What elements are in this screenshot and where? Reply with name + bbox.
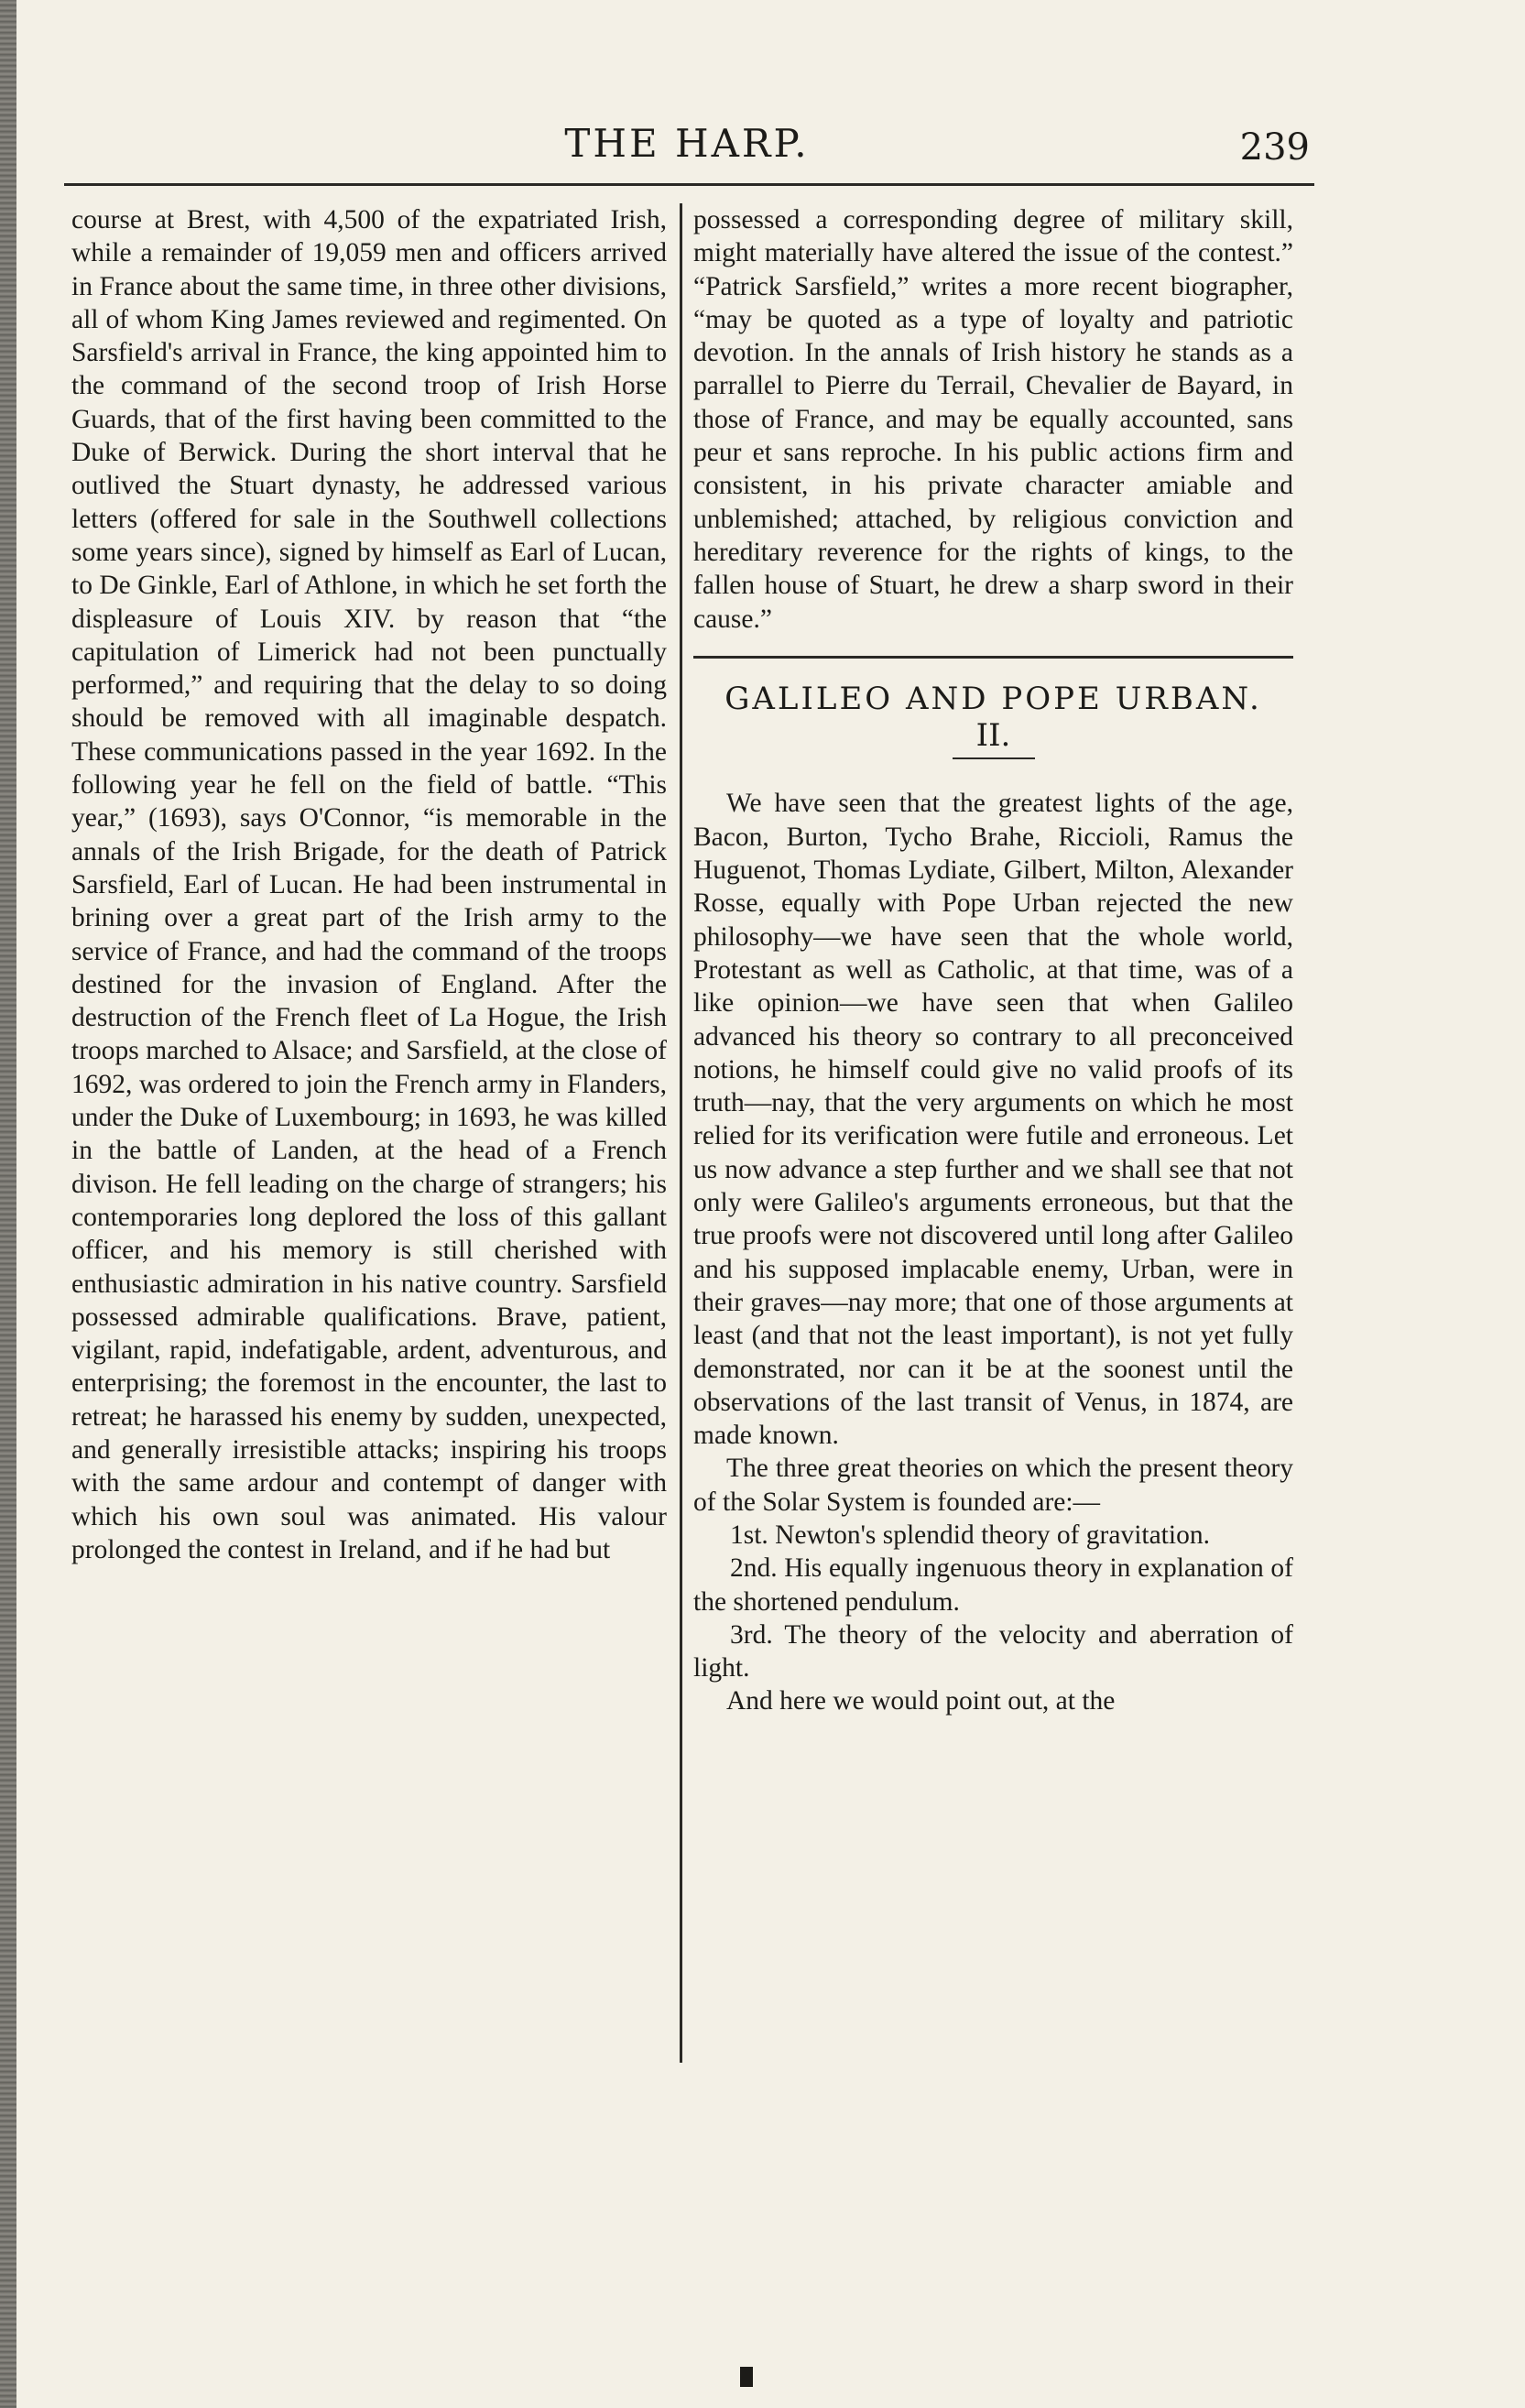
article-paragraph: The three great theories on which the present theory of the Solar System is founded are:— bbox=[693, 1454, 1293, 1517]
list-item: 2nd. His equally ingenuous theory in explanation of the shortened pendulum. bbox=[693, 1553, 1293, 1617]
list-item: 3rd. The theory of the velocity and aberration of light. bbox=[693, 1619, 1293, 1683]
short-rule bbox=[953, 757, 1035, 759]
print-mark bbox=[740, 2367, 753, 2387]
section-title: GALILEO AND POPE URBAN. bbox=[724, 680, 1262, 717]
page-header bbox=[64, 121, 1310, 176]
left-column bbox=[71, 203, 667, 1566]
article-paragraph: possessed a corresponding degree of military skill, might materially have altered the issue of the contest.” “Patrick Sarsfield,” writes a more recent biographer, “may be quoted as a type of loyalty and patriotic devotion. In the annals of Irish history he stands as a parrallel to Pierre du Terrail, Chevalier de Bayard, in those of France, and may be equally accounted, sans peur et sans reproche. In his public actions firm and consistent, in his private character amiable and unblemished; attached, by religious conviction and hereditary reverence for the rights of kings, to the fallen house of Stuart, he drew a sharp sword in their cause.” bbox=[693, 205, 1293, 634]
section-rule bbox=[693, 656, 1293, 659]
column-divider bbox=[680, 203, 682, 2063]
article-paragraph: course at Brest, with 4,500 of the expatriated Irish, while a remainder of 19,059 men and officers arrived in France about the same time, in three other divisions, all of whom King James reviewed and regimented. On Sarsfield's arrival in France, the king appointed him to the command of the second troop of Irish Horse Guards, that of the first having been committed to the Duke of Berwick. During the short interval that he outlived the Stuart dynasty, he addressed various letters (offered for sale in the Southwell collections some years since), signed by himself as Earl of Lucan, to De Ginkle, Earl of Athlone, in which he set forth the displeasure of Louis XIV. by reason that “the capitulation of Limerick had not been punctually performed,” and requiring that the delay to so doing should be removed with all imaginable despatch. These communications passed in the year 1692. In the following year he fell on the field of battle. “This year,” (1693), says O'Connor, “is memorable in the annals of the Irish Brigade, for the death of Patrick Sarsfield, Earl of Lucan. He had been instrumental in brining over a great part of the Irish army to the service of France, and had the command of the troops destined for the invasion of England. After the destruction of the French fleet of La Hogue, the Irish troops marched to Alsace; and Sarsfield, at the close of 1692, was ordered to join the French army in Flanders, under the Duke of Luxembourg; in 1693, he was killed in the battle of Landen, at the head of a French divison. He fell leading on the charge of strangers; his contemporaries long deplored the loss of this gallant officer, and his memory is still cherished with enthusiastic admiration in his native country. Sarsfield possessed admirable qualifications. Brave, patient, vigilant, rapid, indefatigable, ardent, adventurous, and enterprising; the foremost in the encounter, the last to retreat; he harassed his enemy by sudden, unexpected, and generally irresistible attacks; inspiring his troops with the same ardour and contempt of danger with which his own soul was animated. His valour prolonged the contest in Ireland, and if he had but bbox=[71, 205, 667, 1564]
article-paragraph: And here we would point out, at the bbox=[726, 1686, 1116, 1716]
header-rule bbox=[64, 183, 1314, 186]
page-title: THE HARP. bbox=[564, 121, 810, 166]
section-number: II. bbox=[975, 717, 1011, 755]
article-paragraph: We have seen that the greatest lights of the age, Bacon, Burton, Tycho Brahe, Riccioli, Ramus the Huguenot, Thomas Lydiate, Gilbert, Milton, Alexander Rosse, equally with Pope Urban rejected the new philosophy—we have seen that the whole world, Protestant as well as Catholic, at that time, was of a like opinion—we have seen that when Galileo advanced his theory so contrary to all preconceived notions, he himself could give no valid proofs of its truth—nay, that the very arguments on which he most relied for its verification were futile and erroneous. Let us now advance a step further and we shall see that not only were Galileo's arguments erroneous, but that the true proofs were not discovered until long after Galileo and his supposed implacable enemy, Urban, were in their graves—nay more; that one of those arguments at least (and that not the least important), is not yet fully demonstrated, nor can it be at the soonest until the observations of the last transit of Venus, in 1874, are made known. bbox=[693, 789, 1293, 1451]
right-column bbox=[693, 203, 1293, 1718]
binding-edge bbox=[0, 0, 16, 2408]
page-number: 239 bbox=[1239, 126, 1310, 169]
list-item: 1st. Newton's splendid theory of gravitation. bbox=[730, 1520, 1210, 1550]
